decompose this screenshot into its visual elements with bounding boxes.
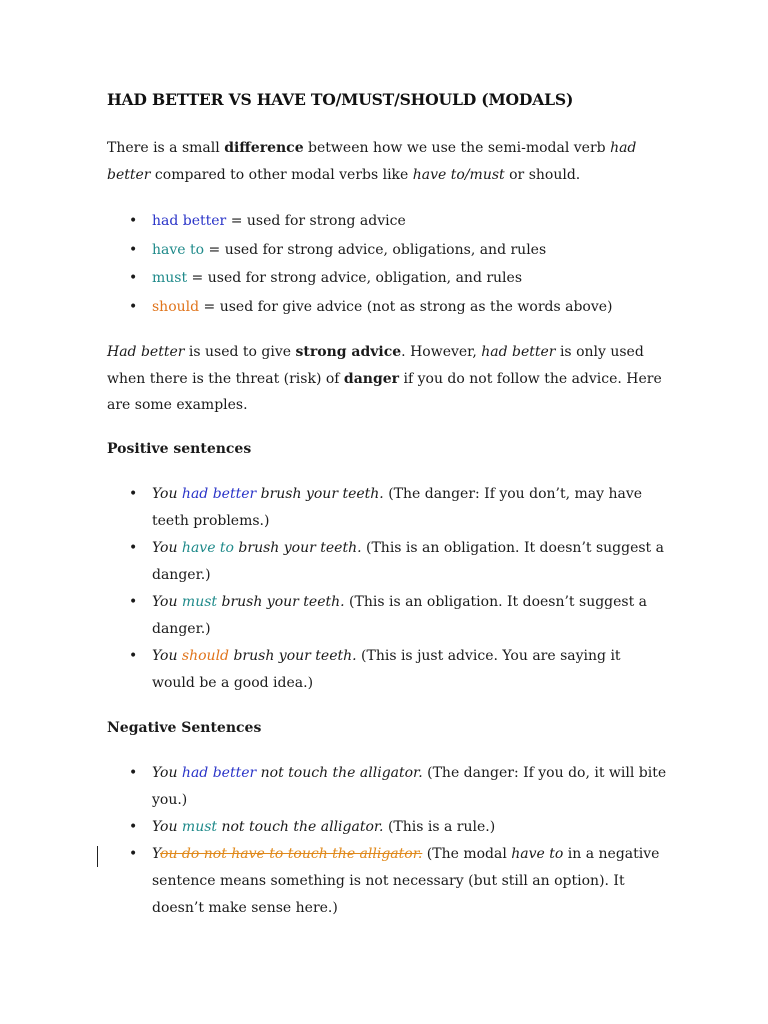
bullet-icon: • xyxy=(129,765,138,781)
sentence-note-2: in a negative sentence means something is not necessary (but still an option). It doesn’t make sense here.) xyxy=(152,846,660,916)
sentence-note-italic: have to xyxy=(511,846,564,862)
modal-term: had better xyxy=(181,486,257,502)
sentence-note: (The danger: If you do, it will bite you.) xyxy=(152,765,667,808)
list-item xyxy=(107,760,667,814)
list-item xyxy=(107,535,667,589)
para-italic-had-better: Had better xyxy=(107,344,185,360)
modal-term: must xyxy=(181,819,218,835)
modal-term: must xyxy=(181,594,218,610)
sentence-rest: brush your teeth. xyxy=(233,540,362,556)
para-bold-strong-advice: strong advice xyxy=(295,344,402,360)
modal-definition: = used for strong advice, obligations, and rules xyxy=(204,241,547,258)
sentence-subject: You xyxy=(152,540,182,556)
negative-list xyxy=(107,760,667,922)
bullet-icon: • xyxy=(129,241,138,258)
modal-term: have to xyxy=(152,241,205,258)
modal-term: had better xyxy=(181,765,257,781)
list-item xyxy=(107,814,667,841)
negative-heading: Negative Sentences xyxy=(107,720,262,736)
sentence-subject: You xyxy=(152,486,182,502)
struck-sentence: ou do not have to touch the alligator. xyxy=(160,846,423,862)
bullet-icon: • xyxy=(129,648,138,664)
sentence-subject: You xyxy=(152,819,182,835)
sentence-note-1: (The modal xyxy=(422,846,512,862)
para-italic-had-better-2: had better xyxy=(481,344,556,360)
sentence-rest: brush your teeth. xyxy=(229,648,357,664)
intro-text-4: or should. xyxy=(504,166,581,183)
bullet-icon: • xyxy=(129,298,138,315)
intro-text-2: between how we use the semi-modal verb xyxy=(303,140,611,156)
bullet-icon: • xyxy=(129,594,138,610)
list-item xyxy=(107,264,667,293)
modal-term: have to xyxy=(181,540,234,556)
intro-italic-have-to-must: have to/must xyxy=(412,166,505,183)
positive-list xyxy=(107,481,667,697)
modal-definition: = used for strong advice xyxy=(226,213,406,229)
bullet-icon: • xyxy=(129,819,138,835)
sentence-rest: brush your teeth. xyxy=(256,486,384,502)
intro-paragraph xyxy=(107,135,667,188)
list-item xyxy=(107,207,667,236)
sentence-note: (The danger: If you don’t, may have teeth problems.) xyxy=(152,486,643,529)
list-item xyxy=(107,481,667,535)
modal-term: must xyxy=(152,270,188,287)
sentence-subject-first-letter: Y xyxy=(152,846,161,862)
sentence-note: (This is an obligation. It doesn’t suggest a danger.) xyxy=(152,594,648,637)
para-text-4: if you do not follow the advice. Here are some examples. xyxy=(107,370,662,414)
sentence-note: (This is a rule.) xyxy=(383,819,496,835)
page-title: HAD BETTER VS HAVE TO/MUST/SHOULD (MODALS) xyxy=(107,90,574,109)
bullet-icon: • xyxy=(129,846,138,862)
intro-italic-had-better: had better xyxy=(107,140,637,183)
sentence-subject: You xyxy=(152,594,182,610)
advice-paragraph xyxy=(107,339,667,419)
list-item xyxy=(107,643,667,697)
bullet-icon: • xyxy=(129,270,138,287)
list-item xyxy=(107,841,667,922)
bullet-icon: • xyxy=(129,213,138,229)
para-text-2: . However, xyxy=(401,344,482,360)
modal-term: should xyxy=(152,298,200,315)
intro-text-1: There is a small xyxy=(107,140,225,156)
modal-definition: = used for give advice (not as strong as the words above) xyxy=(199,298,613,315)
para-bold-danger: danger xyxy=(343,370,400,387)
summary-list xyxy=(107,207,667,321)
intro-bold-difference: difference xyxy=(224,140,304,156)
intro-text-3: compared to other modal verbs like xyxy=(150,166,413,183)
text-cursor xyxy=(97,846,98,867)
list-item xyxy=(107,293,667,322)
modal-term: had better xyxy=(152,213,227,229)
sentence-note: (This is an obligation. It doesn’t suggest a danger.) xyxy=(152,540,664,583)
bullet-icon: • xyxy=(129,486,138,502)
positive-heading: Positive sentences xyxy=(107,441,252,457)
sentence-rest: not touch the alligator. xyxy=(256,765,423,781)
list-item xyxy=(107,236,667,265)
sentence-subject: You xyxy=(152,765,182,781)
sentence-rest: not touch the alligator. xyxy=(217,819,384,835)
para-text-1: is used to give xyxy=(184,344,296,360)
modal-definition: = used for strong advice, obligation, and rules xyxy=(187,270,523,287)
bullet-icon: • xyxy=(129,540,138,556)
sentence-subject: You xyxy=(152,648,182,664)
list-item xyxy=(107,589,667,643)
sentence-note: (This is just advice. You are saying it would be a good idea.) xyxy=(152,648,621,691)
sentence-rest: brush your teeth. xyxy=(217,594,345,610)
modal-term: should xyxy=(181,648,230,664)
para-text-3: is only used when there is the threat (risk) of xyxy=(107,344,644,387)
